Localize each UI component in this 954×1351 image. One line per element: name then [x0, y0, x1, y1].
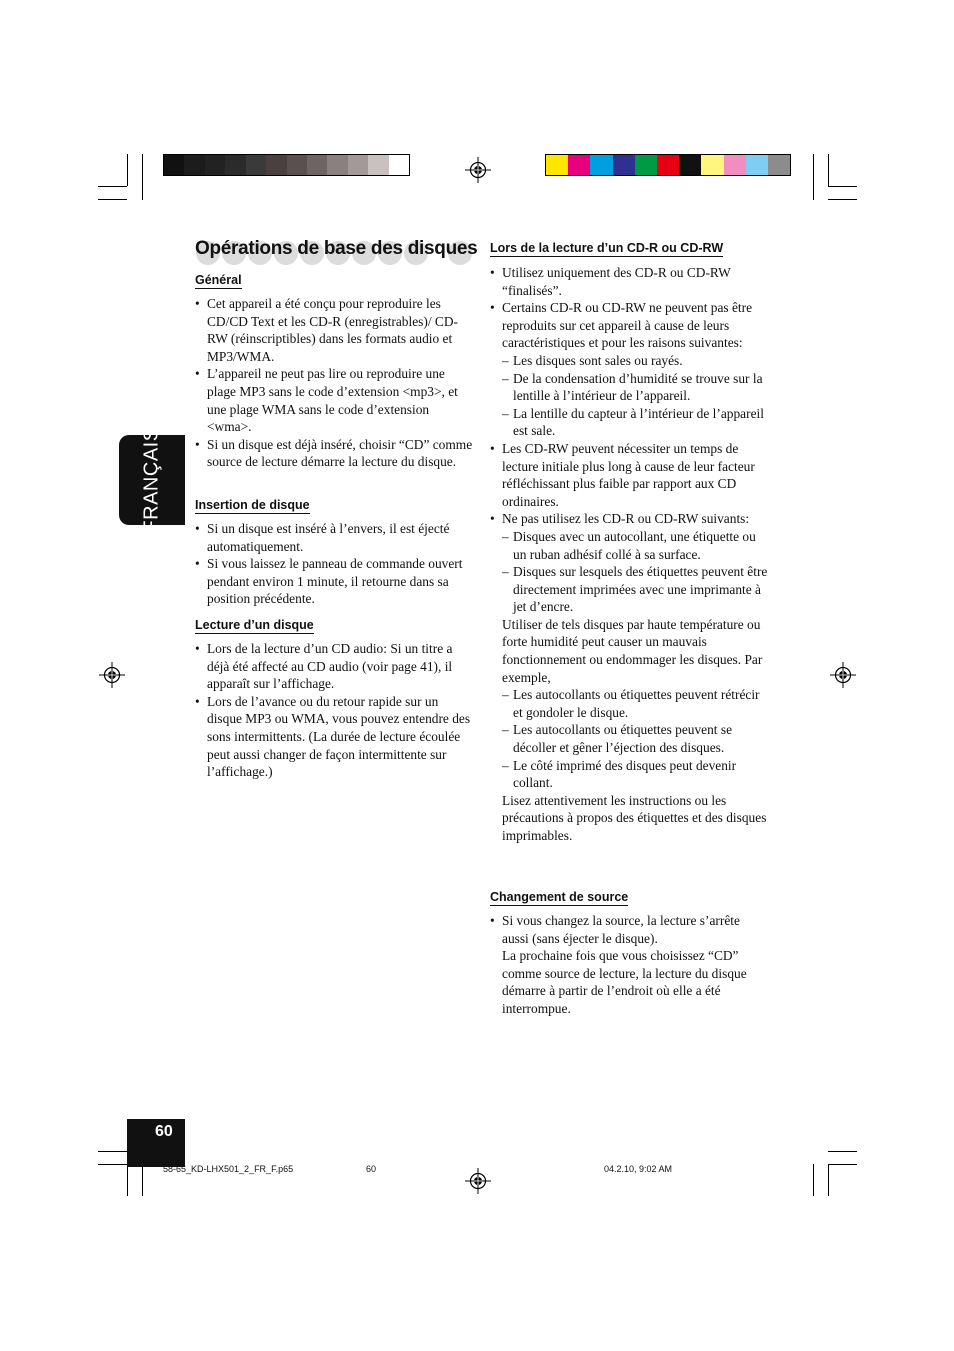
- calibration-swatch: [724, 155, 746, 175]
- registration-mark-icon: [830, 662, 856, 688]
- paragraph: La prochaine fois que vous choisissez “CD” comme source de lecture, la lecture du disque démarre à partir de l’endroit où elle a été interrompue.: [502, 948, 747, 1016]
- calibration-swatch: [368, 155, 388, 175]
- list-item: • Cet appareil a été conçu pour reproduire les CD/CD Text et les CD-R (enregistrables)/ CD-RW (réinscriptibles) dans les formats audio et MP3/WMA.: [195, 295, 475, 365]
- calibration-swatch: [225, 155, 245, 175]
- calibration-swatch: [635, 155, 657, 175]
- list-item: • Lors de l’avance ou du retour rapide sur un disque MP3 ou WMA, vous pouvez entendre des sons intermittents. (La durée de lecture écoulée peut aussi changer de façon intermittente sur l’affichage.): [195, 693, 475, 781]
- section-lecture: [195, 640, 475, 781]
- page-number: 60: [127, 1119, 185, 1167]
- calibration-swatch: [205, 155, 225, 175]
- calibration-swatch: [246, 155, 266, 175]
- calibration-swatch: [613, 155, 635, 175]
- list-item: • Ne pas utilisez les CD-R ou CD-RW suivants:: [490, 510, 770, 528]
- calibration-swatch: [679, 155, 701, 175]
- calibration-swatch: [266, 155, 286, 175]
- list-subitem: – Les autocollants ou étiquettes peuvent se décoller et gêner l’éjection des disques.: [490, 721, 770, 756]
- calibration-swatch: [164, 155, 184, 175]
- list-subitem: – Les disques sont sales ou rayés.: [490, 352, 770, 370]
- footer-page: 60: [366, 1164, 377, 1174]
- list-subitem: – Disques sur lesquels des étiquettes peuvent être directement imprimées avec une imprimante à jet d’encre.: [490, 563, 770, 616]
- paragraph: Lisez attentivement les instructions ou les précautions à propos des étiquettes et des disques imprimables.: [502, 792, 767, 843]
- section-general: [195, 295, 475, 471]
- section-source: [490, 912, 770, 1018]
- list-subitem: – La lentille du capteur à l’intérieur de l’appareil est sale.: [490, 405, 770, 440]
- registration-mark-icon: [465, 157, 491, 183]
- registration-mark-icon: [99, 662, 125, 688]
- heading-source: Changement de source: [490, 890, 629, 904]
- calibration-swatch: [546, 155, 568, 175]
- heading-insertion: Insertion de disque: [195, 498, 310, 512]
- grayscale-calibration-bar: [163, 154, 410, 176]
- calibration-swatch: [327, 155, 347, 175]
- list-item: • Si vous laissez le panneau de commande ouvert pendant environ 1 minute, il retourne dans sa position précédente.: [195, 555, 475, 608]
- calibration-swatch: [746, 155, 768, 175]
- heading-cdr-cdrw: Lors de la lecture d’un CD-R ou CD-RW: [490, 241, 724, 255]
- page-title: Opérations de base des disques: [195, 238, 478, 259]
- calibration-swatch: [348, 155, 368, 175]
- calibration-swatch: [389, 155, 409, 175]
- list-item: • Si un disque est inséré à l’envers, il est éjecté automatiquement.: [195, 520, 475, 555]
- registration-mark-icon: [465, 1168, 491, 1194]
- list-item: • Si vous changez la source, la lecture s’arrête aussi (sans éjecter le disque).: [490, 912, 770, 947]
- list-subitem: – De la condensation d’humidité se trouve sur la lentille à l’intérieur de l’appareil.: [490, 370, 770, 405]
- footer-date: 04.2.10, 9:02 AM: [604, 1164, 673, 1174]
- calibration-swatch: [657, 155, 679, 175]
- list-item: • Certains CD-R ou CD-RW ne peuvent pas être reproduits sur cet appareil à cause de leurs caractéristiques et pour les raisons suivantes:: [490, 299, 770, 352]
- language-tab: [119, 427, 185, 533]
- list-item: • L’appareil ne peut pas lire ou reproduire une plage MP3 sans le code d’extension <mp3>, et une plage WMA sans le code d’extension <wma>.: [195, 365, 475, 435]
- heading-general: Général: [195, 273, 242, 287]
- calibration-swatch: [287, 155, 307, 175]
- language-label: FRANÇAIS: [140, 427, 163, 533]
- list-subitem: – Les autocollants ou étiquettes peuvent rétrécir et gondoler le disque.: [490, 686, 770, 721]
- color-calibration-bar: [545, 154, 791, 176]
- list-item: • Utilisez uniquement des CD-R ou CD-RW “finalisés”.: [490, 264, 770, 299]
- calibration-swatch: [184, 155, 204, 175]
- calibration-swatch: [768, 155, 790, 175]
- footer-filename: 58-65_KD-LHX501_2_FR_F.p65: [163, 1164, 294, 1174]
- paragraph: Utiliser de tels disques par haute température ou forte humidité peut causer un mauvais fonctionnement ou endommager les disques. Par exemple,: [502, 616, 763, 685]
- list-subitem: – Le côté imprimé des disques peut devenir collant.: [490, 757, 770, 792]
- calibration-swatch: [307, 155, 327, 175]
- calibration-swatch: [590, 155, 612, 175]
- heading-lecture: Lecture d’un disque: [195, 618, 314, 632]
- calibration-swatch: [568, 155, 590, 175]
- calibration-swatch: [701, 155, 723, 175]
- section-insertion: [195, 520, 475, 608]
- section-cdr-cdrw: [490, 264, 770, 845]
- list-item: • Lors de la lecture d’un CD audio: Si un titre a déjà été affecté au CD audio (voir page 41), il apparaît sur l’affichage.: [195, 640, 475, 693]
- list-item: • Les CD-RW peuvent nécessiter un temps de lecture initiale plus long à cause de leur facteur réfléchissant plus faible par rapport aux CD ordinaires.: [490, 440, 770, 510]
- list-item: • Si un disque est déjà inséré, choisir “CD” comme source de lecture démarre la lecture du disque.: [195, 436, 475, 471]
- list-subitem: – Disques avec un autocollant, une étiquette ou un ruban adhésif collé à sa surface.: [490, 528, 770, 563]
